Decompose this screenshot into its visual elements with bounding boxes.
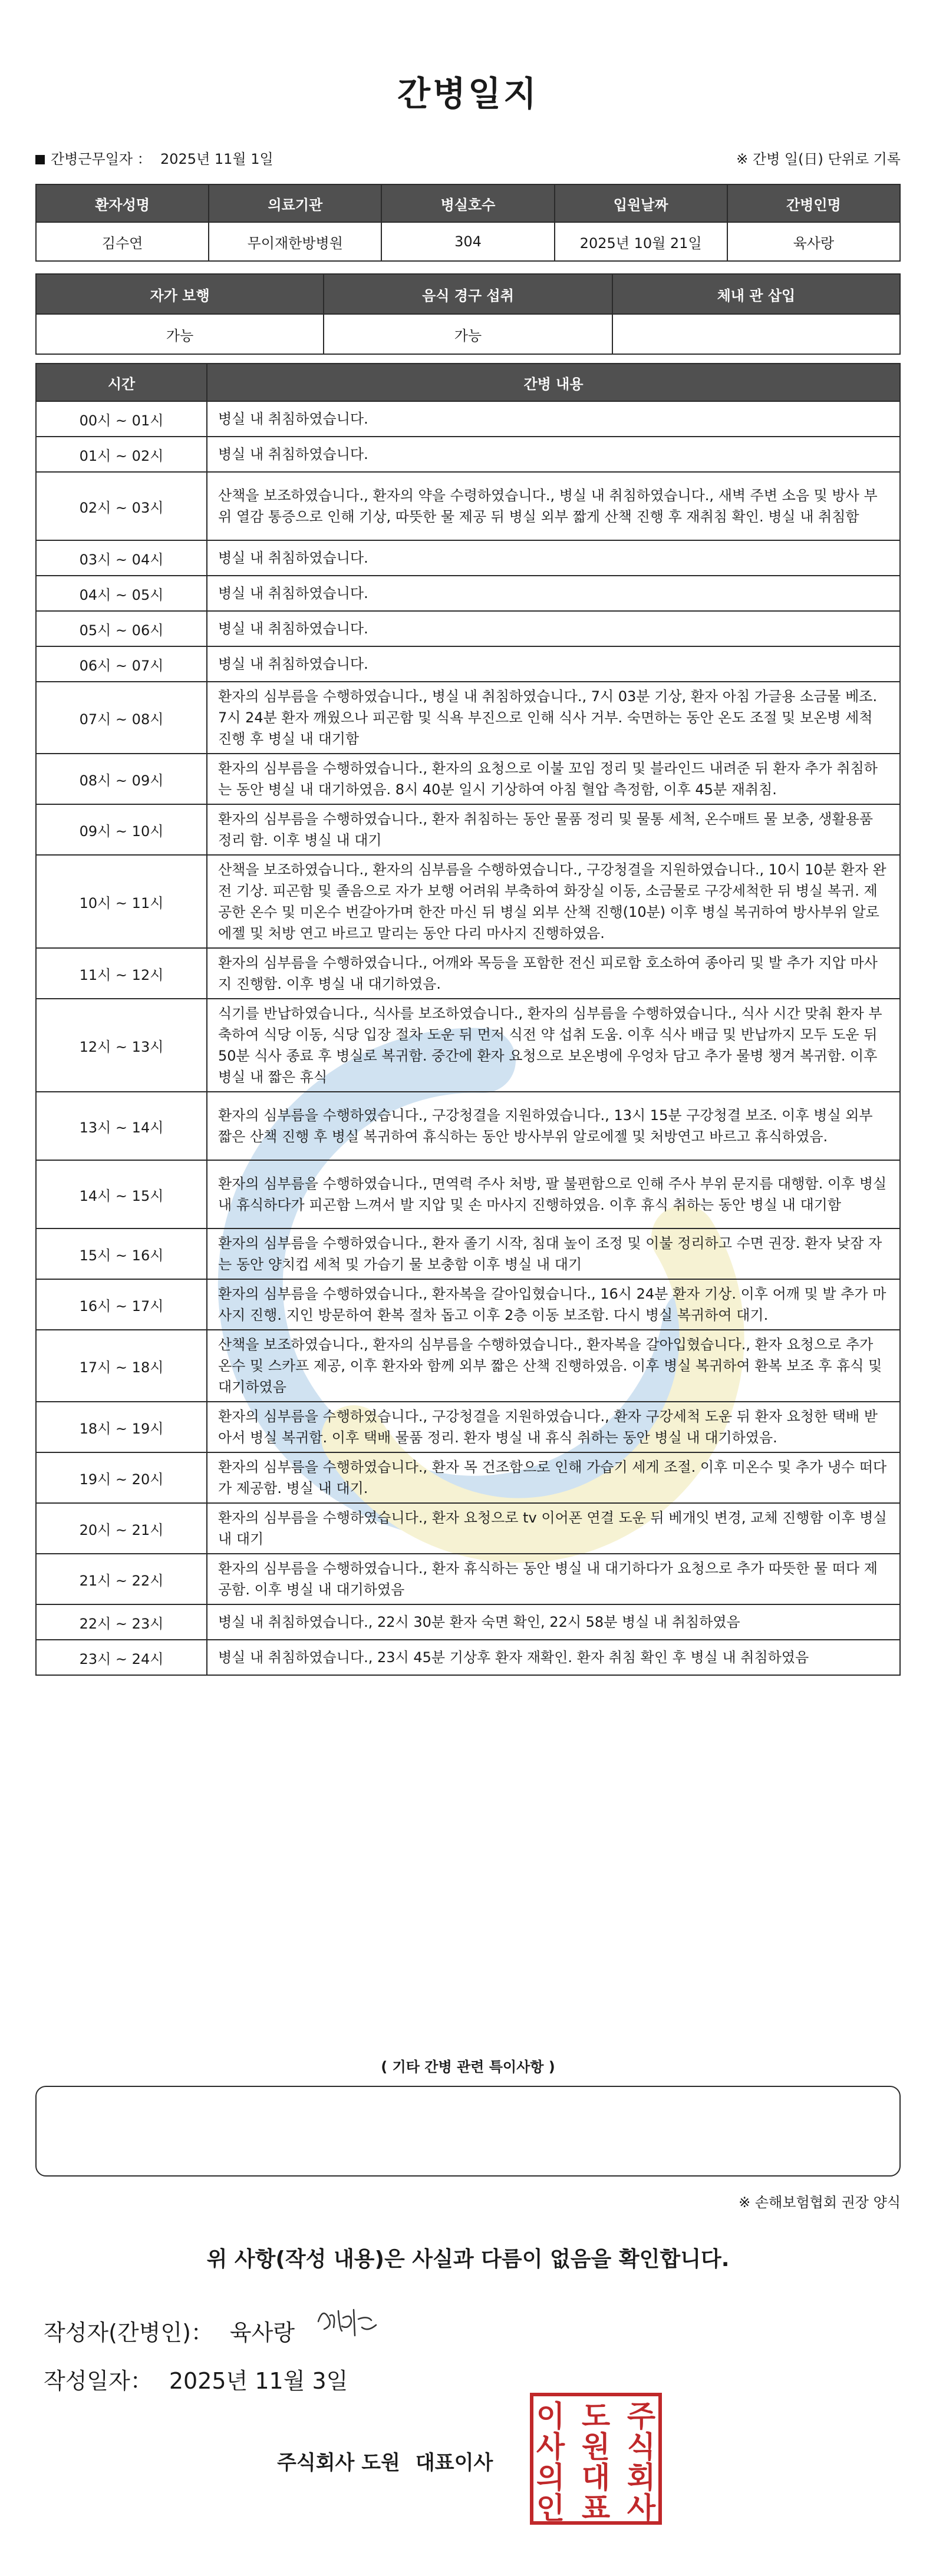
log-row [36,1160,900,1228]
log-row [36,948,900,999]
patient-name: 김수연 [36,222,209,261]
log-content: 환자의 심부름을 수행하였습니다., 면역력 주사 처방, 팔 불편함으로 인해 주사 부위 문지름 대행함. 이후 병실 내 휴식하다가 피곤함 느껴서 발 지압 및 손 마사지 진행하였음. 이후 휴식 취하는 동안 병실 내 대기함 [207,1160,900,1228]
log-content: 환자의 심부름을 수행하였습니다., 구강청결을 지원하였습니다., 13시 15분 구강청결 보조. 이후 병실 외부 짧은 산책 진행 후 병실 복귀하여 휴식하는 동안 방사부위 알로에젤 및 처방연고 바르고 휴식하였음. [207,1092,900,1160]
seal-character: 식 [627,2429,656,2464]
header-tube-insertion: 체내 관 삽입 [612,274,900,314]
header-care-content: 간병 내용 [207,364,900,401]
log-content: 병실 내 취침하였습니다. [207,576,900,611]
log-row [36,1640,900,1675]
meta-row [35,147,901,171]
seal-character: 표 [581,2491,611,2525]
log-time: 06시 ~ 07시 [36,646,207,682]
log-row [36,1604,900,1640]
header-room: 병실호수 [381,184,554,222]
confirmation-statement: 위 사항(작성 내용)은 사실과 다름이 없음을 확인합니다. [206,2247,730,2271]
log-row [36,1092,900,1160]
self-walking-value: 가능 [36,314,324,354]
log-content: 산책을 보조하였습니다., 환자의 약을 수령하였습니다., 병실 내 취침하였습니다., 새벽 주변 소음 및 방사 부위 열감 통증으로 인해 기상, 따뜻한 물 제공 뒤 병실 외부 짧게 산책 진행 후 재취침 확인. 병실 내 취침함 [207,472,900,540]
log-time: 11시 ~ 12시 [36,948,207,999]
log-time: 03시 ~ 04시 [36,540,207,576]
writer-name: 육사랑 [229,2320,295,2346]
log-row [36,472,900,540]
log-content: 환자의 심부름을 수행하였습니다., 환자 취침하는 동안 물품 정리 및 물통 세척, 온수매트 물 보충, 생활용품 정리 함. 이후 병실 내 대기 [207,804,900,855]
caregiver-name: 육사랑 [727,222,900,261]
log-row [36,1452,900,1503]
log-row [36,437,900,472]
log-time: 14시 ~ 15시 [36,1160,207,1228]
status-table [35,273,901,355]
log-content: 환자의 심부름을 수행하였습니다., 환자 요청으로 tv 이어폰 연결 도운 뒤 베개잇 변경, 교체 진행함 이후 병실 내 대기 [207,1503,900,1554]
log-row [36,646,900,682]
unit-note: ※ 간병 일(日) 단위로 기록 [736,151,901,167]
written-date-value: 2025년 11월 3일 [169,2368,348,2394]
seal-character: 인 [536,2491,565,2525]
writer-line [44,2314,295,2347]
log-time: 08시 ~ 09시 [36,754,207,804]
log-row [36,401,900,437]
seal-character: 대 [581,2460,611,2495]
log-time: 00시 ~ 01시 [36,401,207,437]
log-content: 환자의 심부름을 수행하였습니다., 병실 내 취침하였습니다., 7시 03분 기상, 환자 아침 가글용 소금물 베조. 7시 24분 환자 깨웠으나 피곤함 및 식욕 부진으로 인해 식사 거부. 숙면하는 동안 온도 조절 및 보온병 세척 진행 후 병실 내 대기함 [207,682,900,754]
seal-character: 도 [581,2399,611,2433]
log-time: 19시 ~ 20시 [36,1452,207,1503]
log-content: 병실 내 취침하였습니다. [207,401,900,437]
seal-character: 사 [627,2491,656,2525]
company-seal [529,2392,663,2525]
log-row [36,1402,900,1452]
log-row [36,1330,900,1402]
seal-character: 회 [627,2460,656,2495]
seal-character: 주 [627,2399,656,2433]
log-time: 10시 ~ 11시 [36,855,207,948]
tube-insertion-value [612,314,900,354]
log-content: 환자의 심부름을 수행하였습니다., 환자의 요청으로 이불 꼬임 정리 및 블라인드 내려준 뒤 환자 추가 취침하는 동안 병실 내 대기하였음. 8시 40분 일시 기상하여 아침 혈압 측정함, 이후 45분 재취침. [207,754,900,804]
log-time: 12시 ~ 13시 [36,999,207,1092]
remarks-title: ( 기타 간병 관련 특이사항 ) [381,2059,555,2075]
log-content: 병실 내 취침하였습니다. [207,437,900,472]
log-content: 환자의 심부름을 수행하였습니다., 어깨와 목등을 포함한 전신 피로함 호소하여 종아리 및 발 추가 지압 마사지 진행함. 이후 병실 내 대기하였음. [207,948,900,999]
log-content: 환자의 심부름을 수행하였습니다., 환자 목 건조함으로 인해 가습기 세게 조절. 이후 미온수 및 추가 냉수 떠다가 제공함. 병실 내 대기. [207,1452,900,1503]
log-time: 05시 ~ 06시 [36,611,207,646]
log-content: 병실 내 취침하였습니다. [207,611,900,646]
log-row [36,754,900,804]
log-time: 23시 ~ 24시 [36,1640,207,1675]
company-line [277,2446,493,2475]
log-time: 13시 ~ 14시 [36,1092,207,1160]
work-date-label: 간병근무일자 ： [51,151,151,167]
log-content: 환자의 심부름을 수행하였습니다., 환자 졸기 시작, 침대 높이 조정 및 이불 정리하고 수면 권장. 환자 낮잠 자는 동안 양치컵 세척 및 가습기 물 보충함 이후 병실 내 대기 [207,1228,900,1279]
header-institution: 의료기관 [209,184,381,222]
log-row [36,1279,900,1330]
header-self-walking: 자가 보행 [36,274,324,314]
log-time: 16시 ~ 17시 [36,1279,207,1330]
square-bullet-icon [35,155,45,164]
footnote: ※ 손해보험협회 권장 양식 [739,2194,901,2211]
log-row [36,611,900,646]
work-date-value: 2025년 11월 1일 [160,151,273,167]
handwritten-signature [312,2298,383,2345]
written-date-label: 작성일자： [44,2368,153,2394]
oral-intake-value: 가능 [324,314,612,354]
seal-character: 원 [581,2429,611,2464]
header-caregiver: 간병인명 [727,184,900,222]
log-row [36,1503,900,1554]
header-time: 시간 [36,364,207,401]
institution: 무이재한방병원 [209,222,381,261]
room-number: 304 [381,222,554,261]
header-oral-intake: 음식 경구 섭취 [324,274,612,314]
log-row [36,999,900,1092]
log-row [36,804,900,855]
log-row [36,1554,900,1604]
seal-character: 의 [536,2460,565,2495]
log-time: 18시 ~ 19시 [36,1402,207,1452]
log-content: 병실 내 취침하였습니다. [207,646,900,682]
writer-label: 작성자(간병인)： [44,2320,213,2346]
log-time: 20시 ~ 21시 [36,1503,207,1554]
log-content: 식기를 반납하였습니다., 식사를 보조하였습니다., 환자의 심부름을 수행하였습니다., 식사 시간 맞춰 환자 부축하여 식당 이동, 식당 입장 절차 도운 뒤 먼저 식전 약 섭취 도움. 이후 식사 배급 및 반납까지 모두 도운 뒤 50분 식사 종료 후 병실로 복귀함. 중간에 환자 요청으로 보온병에 우엉차 담고 추가 물병 챙겨 복귀함. 이후 병실 내 짧은 휴식 [207,999,900,1092]
seal-character: 사 [536,2429,565,2464]
log-content: 환자의 심부름을 수행하였습니다., 환자 휴식하는 동안 병실 내 대기하다가 요청으로 추가 따뜻한 물 떠다 제공함. 이후 병실 내 대기하였음 [207,1554,900,1604]
care-log-table [35,363,901,1676]
document-title: 간병일지 [397,74,539,114]
log-content: 산책을 보조하였습니다., 환자의 심부름을 수행하였습니다., 구강청결을 지원하였습니다., 10시 10분 환자 완전 기상. 피곤함 및 졸음으로 자가 보행 어려워 부축하여 화장실 이동, 소금물로 구강세척한 뒤 병실 복귀. 제공한 온수 및 미온수 번갈아가며 한잔 마신 뒤 병실 외부 산책 진행(10분) 이후 병실 복귀하여 방사부위 알로에젤 및 처방 연고 바르고 말리는 동안 다리 마사지 진행하였음. [207,855,900,948]
log-time: 09시 ~ 10시 [36,804,207,855]
header-admission-date: 입원날짜 [555,184,727,222]
seal-character: 이 [536,2399,565,2433]
log-time: 02시 ~ 03시 [36,472,207,540]
log-time: 22시 ~ 23시 [36,1604,207,1640]
log-row [36,682,900,754]
log-content: 병실 내 취침하였습니다. [207,540,900,576]
log-content: 환자의 심부름을 수행하였습니다., 환자복을 갈아입혔습니다., 16시 24분 환자 기상. 이후 어깨 및 발 추가 마사지 진행. 지인 방문하여 환복 절차 돕고 이후 2층 이동 보조함. 다시 병실 복귀하여 대기. [207,1279,900,1330]
remarks-box [35,2086,901,2177]
header-patient-name: 환자성명 [36,184,209,222]
log-time: 15시 ~ 16시 [36,1228,207,1279]
log-time: 07시 ~ 08시 [36,682,207,754]
log-row [36,855,900,948]
log-time: 04시 ~ 05시 [36,576,207,611]
patient-table [35,184,901,262]
log-row [36,576,900,611]
written-date-line [44,2363,348,2395]
log-content: 산책을 보조하였습니다., 환자의 심부름을 수행하였습니다., 환자복을 갈아입혔습니다., 환자 요청으로 추가 온수 및 스카프 제공, 이후 환자와 함께 외부 짧은 산책 진행하였음. 이후 병실 복귀하여 환복 보조 후 휴식 및 대기하였음 [207,1330,900,1402]
log-row [36,1228,900,1279]
company-role: 대표이사 [415,2451,493,2475]
log-row [36,540,900,576]
admission-date: 2025년 10월 21일 [555,222,727,261]
work-date [35,147,273,168]
log-content: 환자의 심부름을 수행하였습니다., 구강청결을 지원하였습니다., 환자 구강세척 도운 뒤 환자 요청한 택배 받아서 병실 복귀함. 이후 택배 물품 정리. 환자 병실 내 휴식 취하는 동안 병실 내 대기하였음. [207,1402,900,1452]
log-time: 01시 ~ 02시 [36,437,207,472]
log-time: 21시 ~ 22시 [36,1554,207,1604]
log-content: 병실 내 취침하였습니다., 22시 30분 환자 숙면 확인, 22시 58분 병실 내 취침하였음 [207,1604,900,1640]
log-content: 병실 내 취침하였습니다., 23시 45분 기상후 환자 재확인. 환자 취침 확인 후 병실 내 취침하였음 [207,1640,900,1675]
log-time: 17시 ~ 18시 [36,1330,207,1402]
company-name: 주식회사 도원 [277,2451,400,2475]
